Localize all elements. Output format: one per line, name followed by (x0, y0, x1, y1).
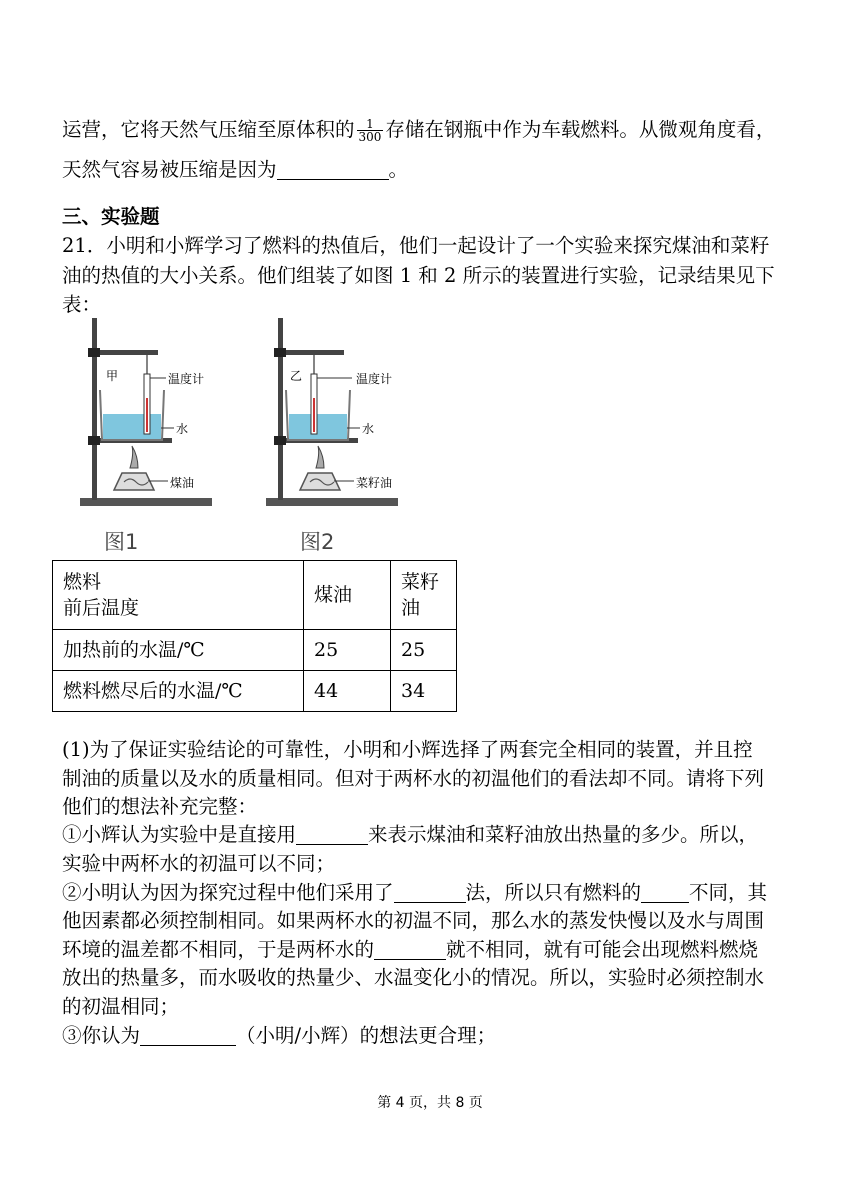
thermometer-label: 温度计 (356, 372, 393, 386)
table-row (53, 671, 457, 712)
question-text: 他们的想法补充完整： (62, 795, 258, 818)
text-line: 天然气容易被压缩是因为 。 (62, 158, 409, 181)
answer-blank[interactable] (641, 882, 689, 903)
question-text: (1)为了保证实验结论的可靠性，小明和小辉选择了两套完全相同的装置，并且控 (62, 738, 753, 761)
table-header-cell: 煤油 (304, 561, 391, 630)
fraction: $\frac{1}{300}$ (358, 117, 382, 144)
question-text: ②小明认为因为探究过程中他们采用了 法，所以只有燃料的 不同，其 (62, 881, 768, 904)
table-cell: 44 (304, 671, 391, 712)
answer-blank[interactable] (394, 882, 466, 903)
figure-caption: 图1 (104, 530, 139, 554)
answer-blank[interactable] (374, 939, 446, 960)
question-text: 他因素都必须控制相同。如果两杯水的初温不同，那么水的蒸发快慢以及水与周围 (62, 909, 765, 932)
table-cell: 34 (391, 671, 457, 712)
question-text: 环境的温差都不相同，于是两杯水的 就不相同，就有可能会出现燃料燃烧 (62, 938, 759, 961)
apparatus-figure-2 (248, 318, 428, 518)
question-text: 制油的质量以及水的质量相同。但对于两杯水的初温他们的看法却不同。请将下列 (62, 767, 765, 790)
data-table (52, 560, 457, 712)
text-line: 运营，它将天然气压缩至原体积的 $\frac{1}{300}$ 存储在钢瓶中作为车载燃料。从微观角度看， (62, 117, 776, 144)
table-cell: 25 (304, 630, 391, 671)
table-cell: 燃料燃尽后的水温/℃ (53, 671, 304, 712)
table-cell: 加热前的水温/℃ (53, 630, 304, 671)
fuel-label: 煤油 (170, 476, 195, 490)
question-text: 油的热值的大小关系。他们组装了如图 1 和 2 所示的装置进行实验，记录结果见下 (62, 264, 775, 287)
question-text: ①小辉认为实验中是直接用 来表示煤油和菜籽油放出热量的多少。所以， (62, 823, 759, 846)
answer-blank[interactable] (296, 824, 368, 845)
table-header-row (53, 561, 457, 630)
water-label: 水 (176, 422, 189, 436)
question-text: 表： (62, 293, 102, 316)
question-text: 实验中两杯水的初温可以不同； (62, 852, 336, 875)
thermometer-label: 温度计 (168, 372, 205, 386)
water-label: 水 (362, 422, 375, 436)
page-number: 第 4 页，共 8 页 (377, 1095, 483, 1111)
figure-caption: 图2 (300, 530, 335, 554)
section-title: 三、实验题 (62, 205, 160, 228)
answer-blank[interactable] (277, 159, 389, 180)
apparatus-figure-1 (62, 318, 242, 518)
figure-tag: 乙 (290, 369, 303, 383)
fuel-label: 菜籽油 (356, 476, 393, 490)
question-text: 的初温相同； (62, 995, 180, 1018)
question-text: 放出的热量多，而水吸收的热量少、水温变化小的情况。所以，实验时必须控制水 (62, 966, 765, 989)
figure-tag: 甲 (106, 369, 119, 383)
table-header-cell: 菜籽 油 (391, 561, 457, 630)
table-cell: 25 (391, 630, 457, 671)
table-row (53, 630, 457, 671)
question-text: 21．小明和小辉学习了燃料的热值后，他们一起设计了一个实验来探究煤油和菜籽 (62, 234, 770, 257)
question-text: ③你认为 （小明/小辉）的想法更合理； (62, 1024, 497, 1047)
table-header-cell: 燃料 前后温度 (53, 561, 304, 630)
answer-blank[interactable] (140, 1025, 236, 1046)
